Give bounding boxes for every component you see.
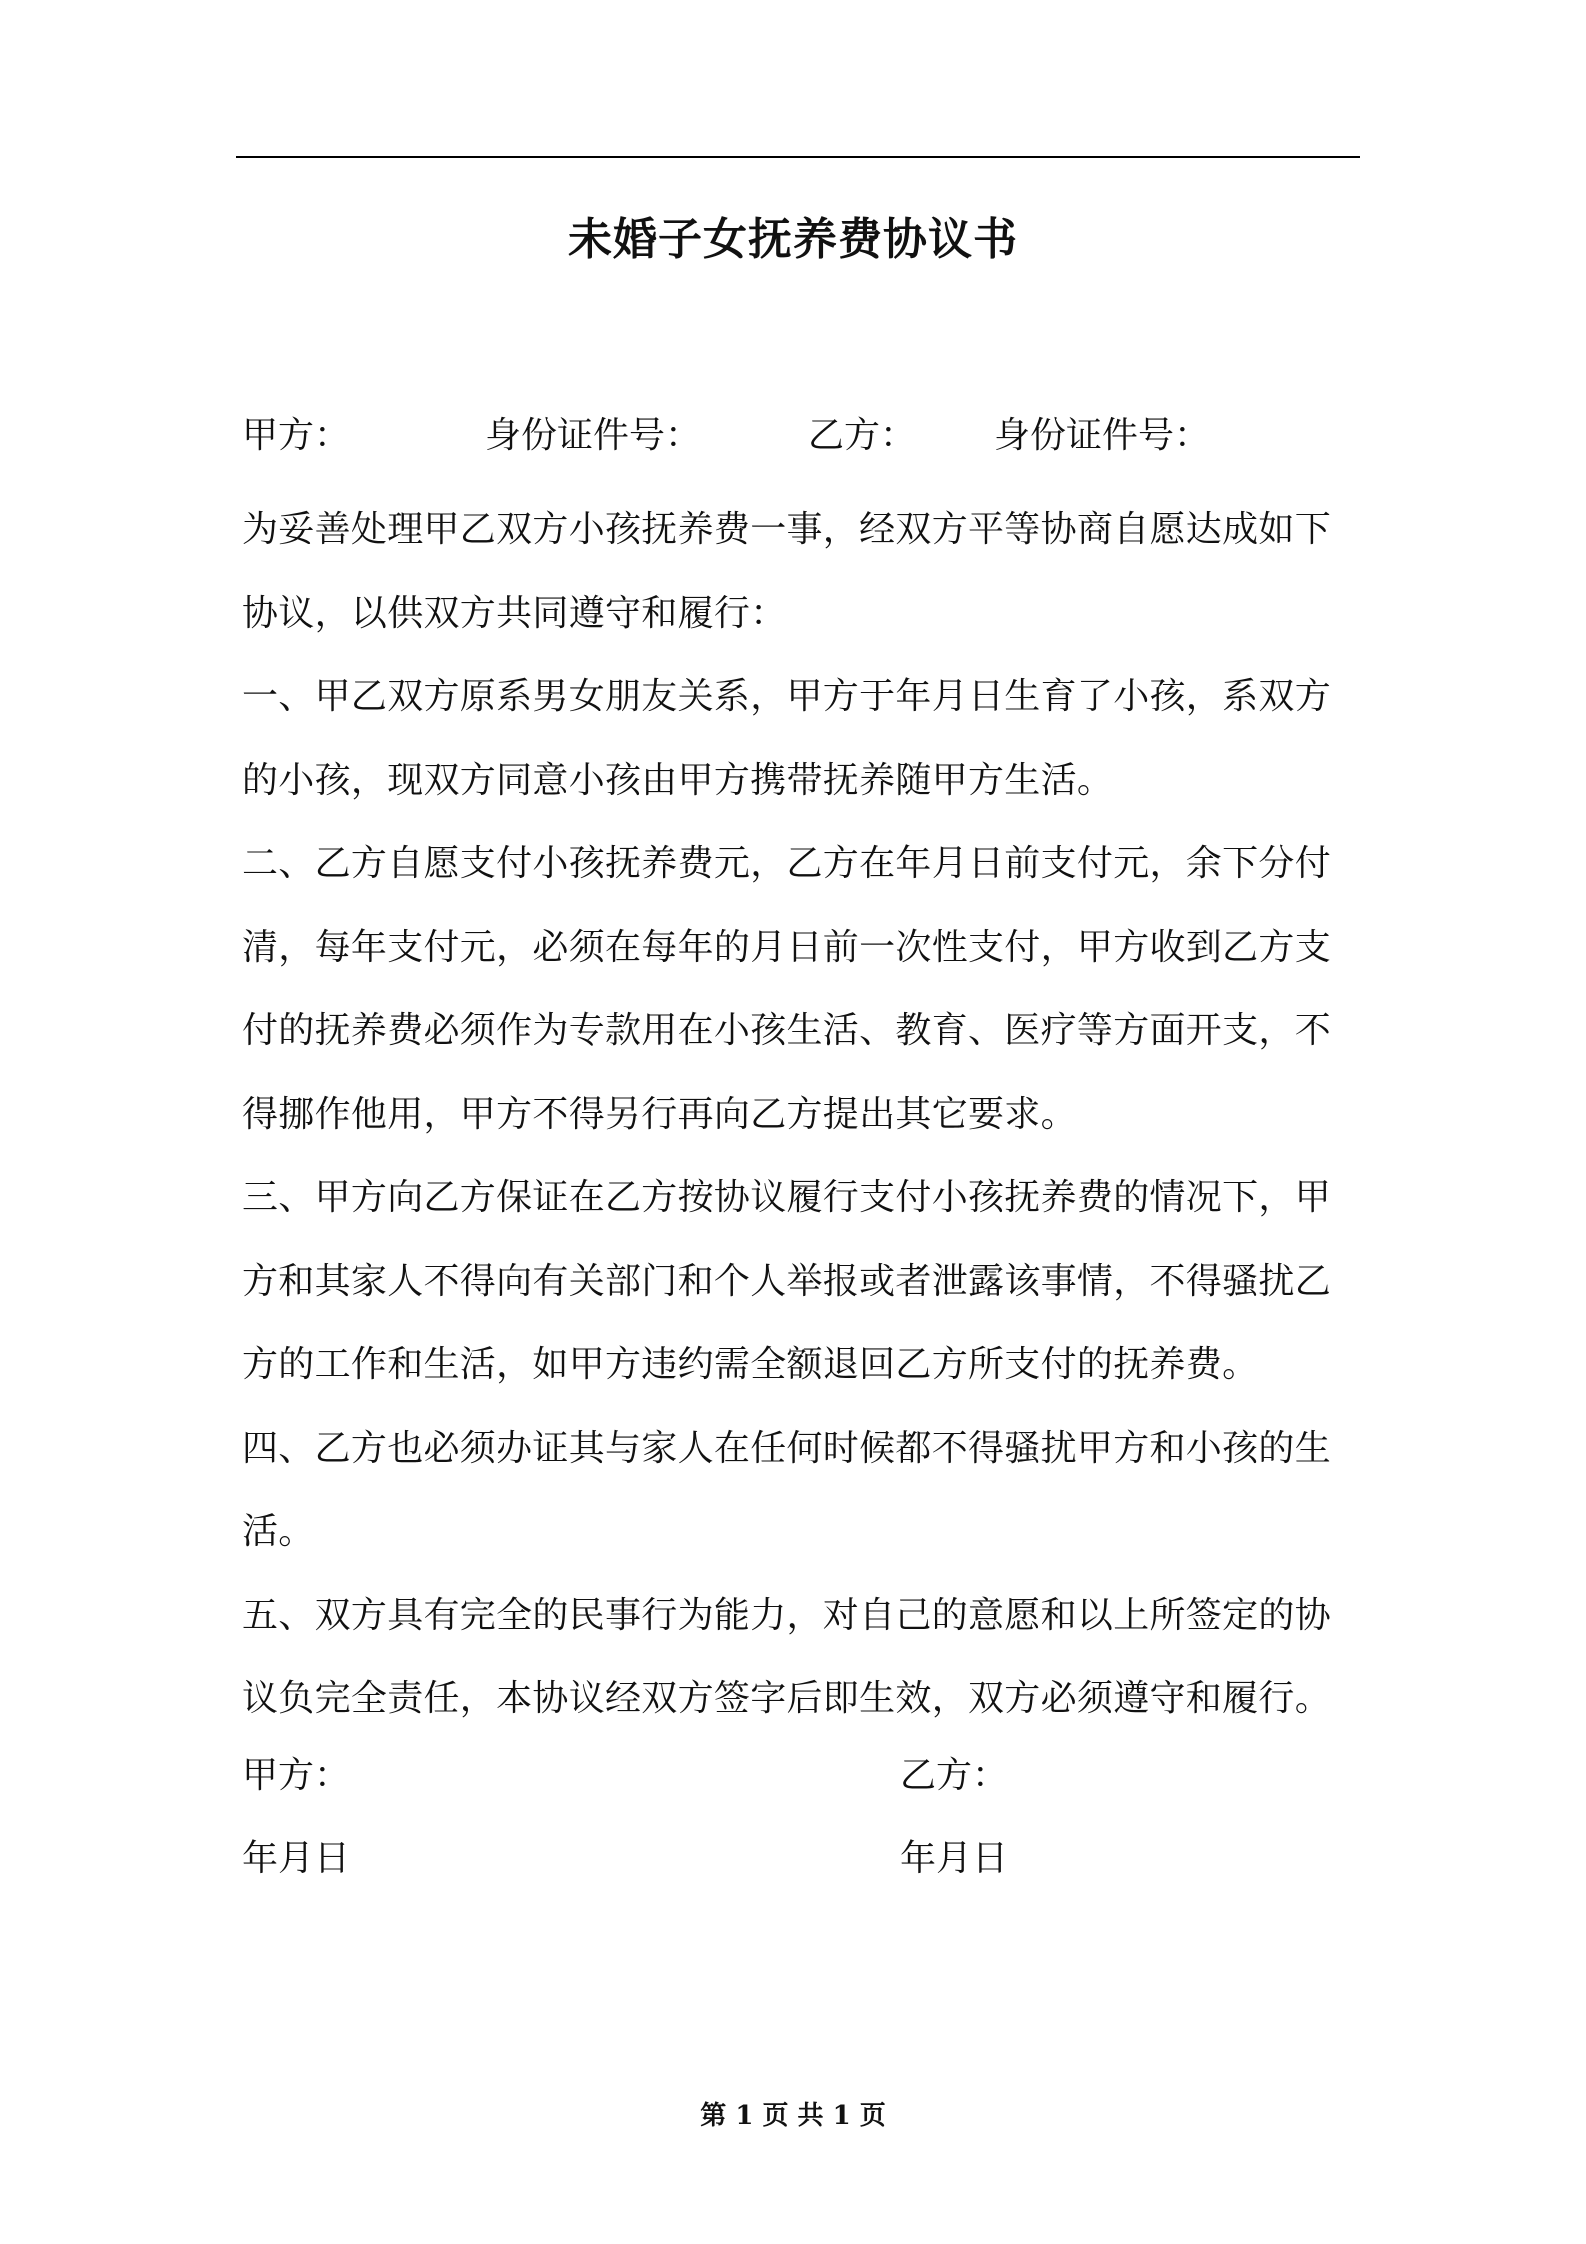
party-a-id-label: 身份证件号：	[485, 415, 702, 456]
party-b-id-label: 身份证件号：	[994, 415, 1211, 456]
signature-party-a-date: 年月日	[242, 1838, 351, 1879]
agreement-body	[242, 488, 1360, 1741]
clause-1: 一、甲乙双方原系男女朋友关系，甲方于年月日生育了小孩，系双方的小孩，现双方同意小孩由甲方携带抚养随甲方生活。	[242, 676, 1332, 801]
party-a-label: 甲方：	[242, 415, 351, 456]
clause-4: 四、乙方也必须办证其与家人在任何时候都不得骚扰甲方和小孩的生活。	[242, 1427, 1332, 1552]
page-indicator: 第 1 页 共 1 页	[700, 2101, 886, 2131]
clause-2: 二、乙方自愿支付小孩抚养费元，乙方在年月日前支付元，余下分付清，每年支付元，必须在每年的月日前一次性支付，甲方收到乙方支付的抚养费必须作为专款用在小孩生活、教育、医疗等方面开支，不得挪作他用，甲方不得另行再向乙方提出其它要求。	[242, 843, 1332, 1135]
signature-party-b-label: 乙方：	[900, 1755, 1009, 1796]
clause-3: 三、甲方向乙方保证在乙方按协议履行支付小孩抚养费的情况下，甲方和其家人不得向有关部门和个人举报或者泄露该事情，不得骚扰乙方的工作和生活，如甲方违约需全额退回乙方所支付的抚养费。	[242, 1177, 1332, 1385]
signature-party-b-date: 年月日	[900, 1838, 1009, 1879]
clause-5: 五、双方具有完全的民事行为能力，对自己的意愿和以上所签定的协议负完全责任，本协议经双方签字后即生效，双方必须遵守和履行。	[242, 1594, 1332, 1719]
party-b-label: 乙方：	[808, 415, 917, 456]
document-title: 未婚子女抚养费协议书	[568, 214, 1018, 265]
signature-party-a-label: 甲方：	[242, 1755, 351, 1796]
intro-paragraph: 为妥善处理甲乙双方小孩抚养费一事，经双方平等协商自愿达成如下协议，以供双方共同遵守和履行：	[242, 509, 1332, 634]
header-rule	[236, 156, 1360, 158]
